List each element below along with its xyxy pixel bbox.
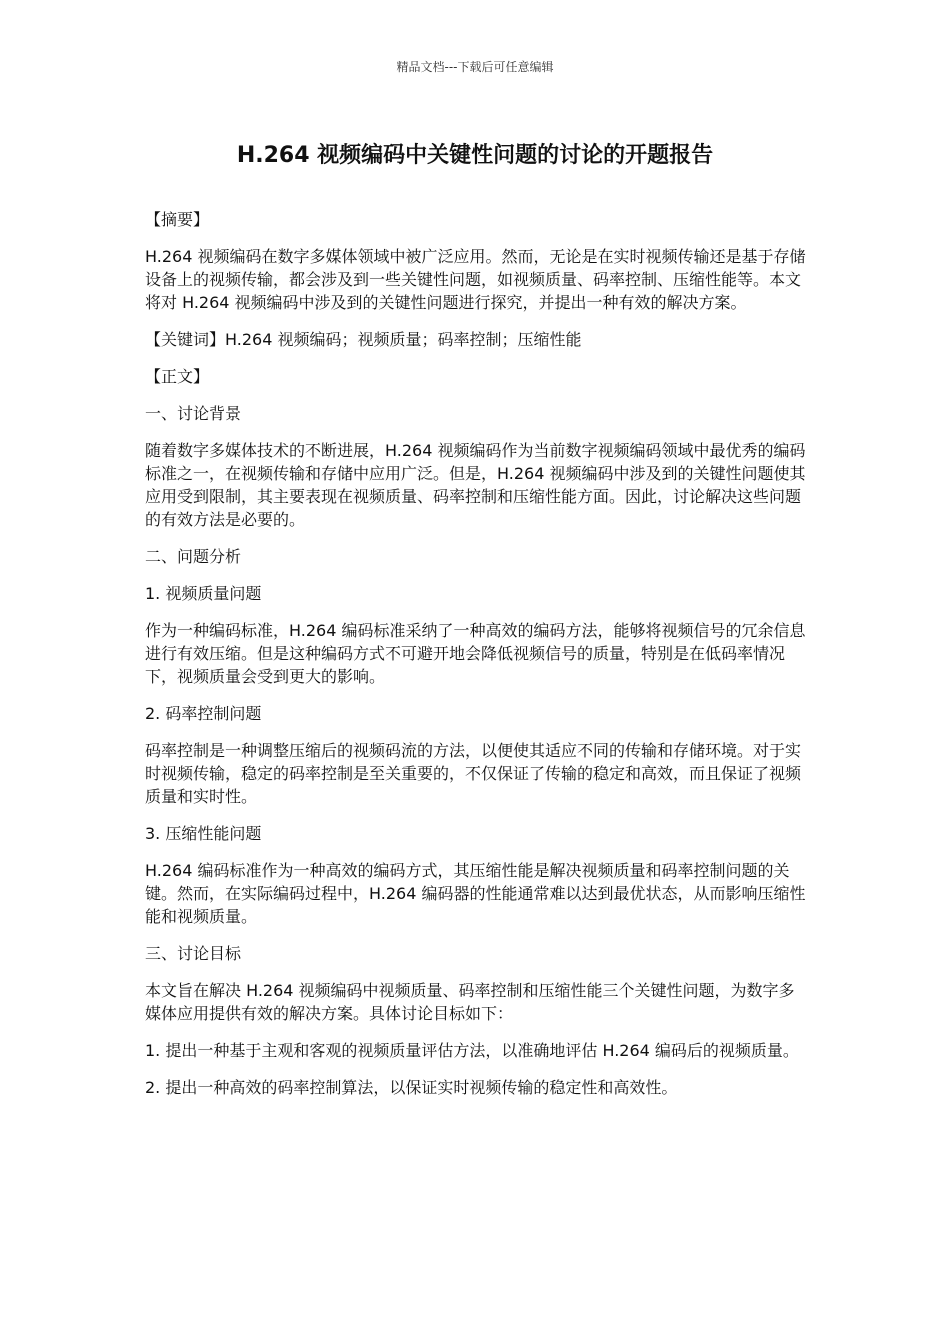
subheading-rate-control: 2. 码率控制问题 bbox=[145, 704, 262, 723]
background-paragraph: 随着数字多媒体技术的不断进展，H.264 视频编码作为当前数字视频编码领域中最优秀的编码标准之一，在视频传输和存储中应用广泛。但是，H.264 视频编码中涉及到的关键性问题使其应用受到限制，其主要表现在视频质量、码率控制和压缩性能方面。因此，讨论解决这些问题的有效方法是必要的。 bbox=[145, 441, 806, 529]
document-body bbox=[145, 208, 807, 1113]
abstract-paragraph: H.264 视频编码在数字多媒体领域中被广泛应用。然而，无论是在实时视频传输还是基于存储设备上的视频传输，都会涉及到一些关键性问题，如视频质量、码率控制、压缩性能等。本文将对 H.264 视频编码中涉及到的关键性问题进行探究，并提出一种有效的解决方案。 bbox=[145, 247, 806, 312]
header-note: 精品文档---下载后可任意编辑 bbox=[396, 60, 554, 74]
heading-goals: 三、讨论目标 bbox=[145, 944, 242, 963]
goal-item-1: 1. 提出一种基于主观和客观的视频质量评估方法，以准确地评估 H.264 编码后的视频质量。 bbox=[145, 1041, 799, 1060]
video-quality-paragraph: 作为一种编码标准，H.264 编码标准采纳了一种高效的编码方法，能够将视频信号的冗余信息进行有效压缩。但是这种编码方式不可避开地会降低视频信号的质量，特别是在低码率情况下，视频质量会受到更大的影响。 bbox=[145, 621, 806, 686]
goals-paragraph: 本文旨在解决 H.264 视频编码中视频质量、码率控制和压缩性能三个关键性问题，为数字多媒体应用提供有效的解决方案。具体讨论目标如下： bbox=[145, 981, 795, 1023]
section-label-body: 【正文】 bbox=[145, 367, 210, 386]
goal-item-2: 2. 提出一种高效的码率控制算法，以保证实时视频传输的稳定性和高效性。 bbox=[145, 1078, 678, 1097]
document-title: H.264 视频编码中关键性问题的讨论的开题报告 bbox=[236, 143, 714, 168]
subheading-compression: 3. 压缩性能问题 bbox=[145, 824, 262, 843]
section-label-abstract: 【摘要】 bbox=[145, 210, 210, 229]
heading-background: 一、讨论背景 bbox=[145, 404, 242, 423]
rate-control-paragraph: 码率控制是一种调整压缩后的视频码流的方法，以便使其适应不同的传输和存储环境。对于实时视频传输，稳定的码率控制是至关重要的，不仅保证了传输的稳定和高效，而且保证了视频质量和实时性。 bbox=[145, 741, 802, 806]
heading-problem-analysis: 二、问题分析 bbox=[145, 547, 242, 566]
subheading-video-quality: 1. 视频质量问题 bbox=[145, 584, 262, 603]
compression-paragraph: H.264 编码标准作为一种高效的编码方式，其压缩性能是解决视频质量和码率控制问题的关键。然而，在实际编码过程中，H.264 编码器的性能通常难以达到最优状态，从而影响压缩性能和视频质量。 bbox=[145, 861, 806, 926]
keywords-line: 【关键词】H.264 视频编码；视频质量；码率控制；压缩性能 bbox=[145, 330, 582, 349]
